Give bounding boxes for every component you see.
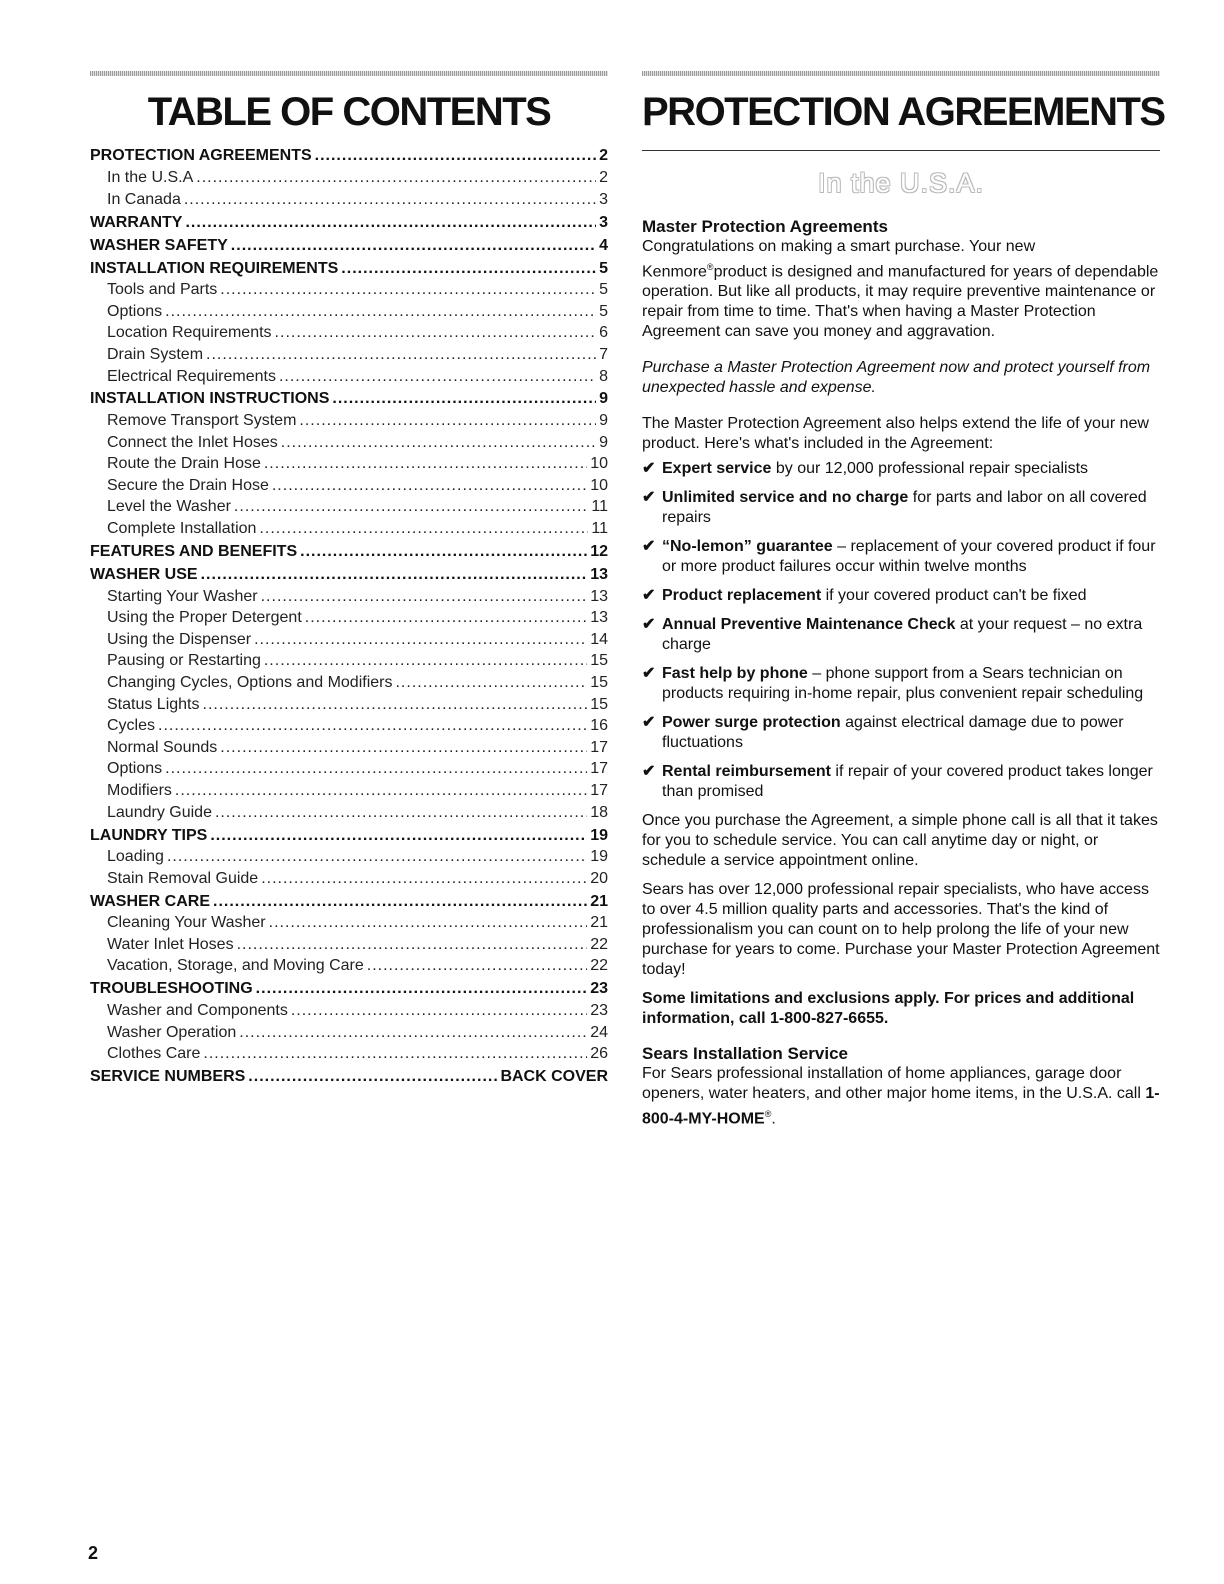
toc-entry	[90, 167, 608, 189]
benefit-title: Unlimited service and no charge	[662, 489, 909, 507]
right-top-rule	[642, 71, 1160, 76]
toc-entry-page: 3	[599, 190, 608, 208]
toc-dot-leader	[264, 453, 587, 475]
toc-entry-label: Washer and Components	[107, 1002, 288, 1020]
intro-text-b: product is designed and manufactured for years of dependable operation. But like all products, it may require preventive maintenance or repair from time to time. That's when having a Master Protection Agreement can save you money and aggravation.	[642, 263, 1159, 341]
toc-entry-page: 11	[591, 520, 608, 538]
toc-entry-label: Clothes Care	[107, 1045, 201, 1063]
toc-entry	[90, 629, 608, 651]
checkmark-icon: ✔	[642, 538, 656, 556]
toc-entry	[90, 189, 608, 211]
checkmark-icon: ✔	[642, 714, 656, 732]
toc-entry-label: Pausing or Restarting	[107, 652, 261, 670]
toc-dot-leader	[272, 475, 587, 497]
toc-entry	[90, 737, 608, 759]
italic-note: Purchase a Master Protection Agreement now and protect yourself from unexpected hassle and expense.	[642, 359, 1151, 397]
toc-entry	[90, 846, 608, 868]
toc-entry-label: Laundry Guide	[107, 803, 212, 821]
toc-entry-page: 4	[599, 236, 608, 254]
toc-entry-label: Remove Transport System	[107, 412, 297, 430]
installation-paragraph	[642, 1064, 1160, 1129]
toc-entry-page: 6	[599, 324, 608, 342]
left-top-rule	[90, 71, 608, 76]
toc-entry-label: Options	[107, 760, 163, 778]
toc-dot-leader	[254, 629, 587, 651]
region-subtitle: In the U.S.A.	[817, 168, 985, 198]
toc-dot-leader	[279, 366, 596, 388]
toc-entry-label: Cleaning Your Washer	[107, 914, 266, 932]
toc-entry	[90, 453, 608, 475]
toc-entry	[90, 802, 608, 824]
toc-entry-label: Washer Operation	[107, 1023, 237, 1041]
toc-dot-leader	[234, 496, 588, 518]
benefit-text: against electrical damage due to power fluctuations	[662, 714, 1124, 752]
benefit-item	[642, 459, 1160, 479]
page-number: 2	[88, 1543, 99, 1563]
toc-dot-leader	[184, 189, 596, 211]
toc-dot-leader	[213, 891, 587, 913]
toc-entry-page: 22	[590, 935, 608, 953]
toc-entry-page: 21	[590, 914, 608, 932]
toc-entry-page: BACK COVER	[500, 1068, 608, 1086]
once-paragraph: Once you purchase the Agreement, a simple phone call is all that it takes for you to schedule service. You can call anytime day or night, or schedule a service appointment online.	[642, 812, 1158, 870]
toc-dot-leader	[167, 846, 587, 868]
toc-entry-page: 11	[591, 498, 608, 516]
toc-entry-label: Cycles	[107, 717, 156, 735]
toc-entry	[90, 758, 608, 780]
toc-entry	[90, 825, 608, 847]
toc-entry-label: TROUBLESHOOTING	[90, 980, 253, 998]
toc-entry-page: 17	[590, 760, 608, 778]
toc-entry-page: 15	[590, 652, 608, 670]
toc-entry-page: 19	[590, 848, 608, 866]
protection-title: PROTECTION AGREEMENTS	[642, 90, 1165, 134]
sears-paragraph: Sears has over 12,000 professional repair specialists, who have access to over 4.5 million quality parts and accessories. That's the kind of professionalism you can count on to help prolong the life of your new purchase for years to come. Purchase your Master Protection Agreement today!	[642, 881, 1160, 979]
toc-entry-page: 15	[590, 673, 608, 691]
toc-entry-label: PROTECTION AGREEMENTS	[90, 147, 312, 165]
toc-entry	[90, 475, 608, 497]
toc-dot-leader	[300, 541, 587, 563]
toc-entry-page: 5	[599, 302, 608, 320]
benefit-text: – replacement of your covered product if four or more product failures occur within twelve months	[662, 538, 1156, 576]
toc-entry	[90, 366, 608, 388]
toc-dot-leader	[367, 955, 587, 977]
checkmark-icon: ✔	[642, 665, 656, 683]
benefit-text: at your request – no extra charge	[662, 616, 1143, 654]
toc-entry-page: 20	[590, 869, 608, 887]
master-protection-heading: Master Protection Agreements	[642, 217, 888, 236]
toc-entry-label: WASHER SAFETY	[90, 236, 228, 254]
benefit-title: Fast help by phone	[662, 665, 808, 683]
toc-entry-page: 9	[599, 390, 608, 408]
toc-entry-label: WASHER CARE	[90, 892, 211, 910]
toc-entry-label: FEATURES AND BENEFITS	[90, 543, 298, 561]
toc-title: TABLE OF CONTENTS	[147, 90, 551, 134]
toc-dot-leader	[264, 650, 587, 672]
toc-entry-page: 13	[590, 566, 608, 584]
registered-mark: ®	[706, 262, 714, 272]
installation-registered-mark: ®	[764, 1109, 772, 1120]
toc-entry-label: Stain Removal Guide	[107, 869, 259, 887]
checkmark-icon: ✔	[642, 587, 656, 605]
toc-entry	[90, 344, 608, 366]
toc-entry-page: 8	[599, 367, 608, 385]
toc-dot-leader	[203, 694, 588, 716]
toc-entry	[90, 279, 608, 301]
toc-dot-leader	[203, 1043, 587, 1065]
included-intro: The Master Protection Agreement also helps extend the life of your new product. Here's what's included in the Agreement:	[642, 415, 1149, 453]
benefit-title: Annual Preventive Maintenance Check	[662, 616, 956, 634]
benefit-item	[642, 537, 1160, 577]
toc-entry-page: 18	[590, 803, 608, 821]
toc-entry	[90, 650, 608, 672]
toc-entry-page: 26	[590, 1045, 608, 1063]
toc-entry-label: Level the Washer	[107, 498, 231, 516]
limitations-notice: Some limitations and exclusions apply. For prices and additional information, call 1-800-827-6655.	[642, 990, 1135, 1028]
toc-entry-label: Secure the Drain Hose	[107, 476, 269, 494]
toc-entry	[90, 586, 608, 608]
toc-entry-page: 9	[599, 433, 608, 451]
toc-entry-page: 2	[599, 147, 608, 165]
toc-entry-page: 3	[599, 213, 608, 231]
toc-dot-leader	[220, 737, 587, 759]
toc-entry	[90, 868, 608, 890]
toc-dot-leader	[158, 715, 587, 737]
toc-entry-label: Starting Your Washer	[107, 587, 258, 605]
toc-dot-leader	[275, 322, 597, 344]
toc-dot-leader	[201, 564, 588, 586]
toc-entry	[90, 715, 608, 737]
toc-entry-page: 13	[590, 609, 608, 627]
toc-dot-leader	[341, 258, 596, 280]
toc-entry	[90, 432, 608, 454]
toc-entry	[90, 496, 608, 518]
toc-entry-label: Status Lights	[107, 695, 200, 713]
toc-entry-label: Using the Proper Detergent	[107, 609, 302, 627]
toc-entry-page: 13	[590, 587, 608, 605]
toc-entry-page: 17	[590, 738, 608, 756]
intro-text-a: Congratulations on making a smart purchase. Your new Kenmore	[642, 238, 1036, 281]
toc-entry-label: Normal Sounds	[107, 738, 218, 756]
toc-entry-label: Electrical Requirements	[107, 367, 276, 385]
toc-entry	[90, 541, 608, 563]
toc-entry-page: 19	[590, 826, 608, 844]
benefit-text: if your covered product can't be fixed	[821, 587, 1087, 605]
toc-dot-leader	[395, 672, 587, 694]
toc-entry-page: 9	[599, 412, 608, 430]
toc-dot-leader	[291, 1000, 587, 1022]
toc-entry	[90, 322, 608, 344]
benefit-item	[642, 664, 1160, 704]
toc-entry	[90, 672, 608, 694]
toc-entry	[90, 780, 608, 802]
toc-entry-page: 12	[590, 543, 608, 561]
benefit-title: Rental reimbursement	[662, 763, 831, 781]
toc-entry	[90, 1066, 608, 1088]
toc-entry	[90, 955, 608, 977]
toc-entry-page: 23	[590, 980, 608, 998]
toc-dot-leader	[315, 145, 596, 167]
toc-entry-label: Modifiers	[107, 781, 172, 799]
toc-entry	[90, 410, 608, 432]
toc-entry-page: 17	[590, 781, 608, 799]
toc-entry-page: 7	[599, 345, 608, 363]
toc-entry	[90, 1043, 608, 1065]
installation-service-heading: Sears Installation Service	[642, 1044, 848, 1064]
checkmark-icon: ✔	[642, 616, 656, 634]
toc-entry	[90, 301, 608, 323]
toc-dot-leader	[332, 388, 596, 410]
toc-dot-leader	[175, 780, 587, 802]
toc-entry	[90, 978, 608, 1000]
checkmark-icon: ✔	[642, 763, 656, 781]
toc-dot-leader	[305, 607, 587, 629]
intro-paragraph	[642, 237, 1160, 342]
benefit-item	[642, 615, 1160, 655]
toc-dot-leader	[220, 279, 596, 301]
benefit-title: Product replacement	[662, 587, 822, 605]
toc-entry	[90, 912, 608, 934]
toc-entry	[90, 891, 608, 913]
toc-entry-page: 14	[590, 630, 608, 648]
toc-dot-leader	[239, 1022, 587, 1044]
toc-entry-label: Vacation, Storage, and Moving Care	[107, 957, 364, 975]
toc-dot-leader	[261, 868, 587, 890]
toc-entry	[90, 258, 608, 280]
toc-entry-label: WASHER USE	[90, 566, 198, 584]
toc-dot-leader	[215, 802, 587, 824]
toc-entry	[90, 607, 608, 629]
toc-entry-label: Complete Installation	[107, 520, 257, 538]
toc-entry-page: 5	[599, 281, 608, 299]
toc-entry-label: Tools and Parts	[107, 281, 218, 299]
toc-entry-label: In the U.S.A	[107, 168, 194, 186]
protection-content	[642, 216, 1160, 1139]
toc-dot-leader	[231, 235, 596, 257]
toc-list	[90, 144, 608, 1088]
benefit-text: by our 12,000 professional repair specialists	[771, 460, 1089, 478]
installation-end: .	[771, 1110, 776, 1128]
toc-entry	[90, 145, 608, 167]
toc-entry-label: INSTALLATION INSTRUCTIONS	[90, 390, 330, 408]
toc-entry	[90, 564, 608, 586]
toc-entry-label: Changing Cycles, Options and Modifiers	[107, 673, 393, 691]
toc-entry-page: 23	[590, 1002, 608, 1020]
title-divider	[642, 150, 1160, 151]
toc-dot-leader	[165, 301, 596, 323]
toc-dot-leader	[256, 978, 588, 1000]
toc-entry-label: Using the Dispenser	[107, 630, 252, 648]
benefit-item	[642, 586, 1160, 606]
toc-dot-leader	[206, 344, 596, 366]
toc-entry-page: 16	[590, 717, 608, 735]
toc-dot-leader	[299, 410, 596, 432]
toc-entry-page: 5	[599, 259, 608, 277]
toc-entry	[90, 235, 608, 257]
checkmark-icon: ✔	[642, 460, 656, 478]
benefit-text: for parts and labor on all covered repairs	[662, 489, 1147, 527]
toc-dot-leader	[259, 518, 588, 540]
toc-dot-leader	[269, 912, 588, 934]
benefit-item	[642, 713, 1160, 753]
toc-entry-page: 2	[599, 168, 608, 186]
toc-entry	[90, 1000, 608, 1022]
toc-dot-leader	[248, 1066, 497, 1088]
toc-entry	[90, 518, 608, 540]
toc-entry-label: Route the Drain Hose	[107, 455, 261, 473]
benefit-list	[642, 459, 1160, 802]
toc-dot-leader	[185, 212, 596, 234]
toc-entry-label: LAUNDRY TIPS	[90, 826, 208, 844]
toc-entry-label: Location Requirements	[107, 324, 272, 342]
toc-dot-leader	[237, 934, 588, 956]
toc-entry-page: 10	[590, 455, 608, 473]
installation-phone: 1-800-4-MY-HOME	[642, 1085, 1160, 1128]
benefit-text: – phone support from a Sears technician on products requiring in-home repair, plus convenient repair scheduling	[662, 665, 1144, 703]
toc-entry-page: 21	[590, 892, 608, 910]
toc-dot-leader	[261, 586, 588, 608]
benefit-title: Power surge protection	[662, 714, 841, 732]
toc-entry-label: Options	[107, 302, 163, 320]
toc-entry-page: 22	[590, 957, 608, 975]
toc-entry-label: INSTALLATION REQUIREMENTS	[90, 259, 339, 277]
toc-dot-leader	[210, 825, 587, 847]
toc-dot-leader	[165, 758, 587, 780]
benefit-item	[642, 762, 1160, 802]
benefit-title: Expert service	[662, 460, 772, 478]
benefit-title: “No-lemon” guarantee	[662, 538, 833, 556]
toc-entry	[90, 212, 608, 234]
checkmark-icon: ✔	[642, 489, 656, 507]
toc-entry-label: SERVICE NUMBERS	[90, 1068, 246, 1086]
toc-entry	[90, 694, 608, 716]
toc-entry	[90, 388, 608, 410]
toc-entry-label: In Canada	[107, 190, 181, 208]
installation-text: For Sears professional installation of home appliances, garage door openers, water heaters, and other major home items, in the U.S.A. call	[642, 1065, 1146, 1103]
toc-entry-page: 15	[590, 695, 608, 713]
benefit-item	[642, 488, 1160, 528]
toc-dot-leader	[281, 432, 596, 454]
toc-entry-label: Connect the Inlet Hoses	[107, 433, 278, 451]
toc-entry	[90, 934, 608, 956]
toc-dot-leader	[196, 167, 596, 189]
toc-entry-page: 10	[590, 476, 608, 494]
toc-entry-label: WARRANTY	[90, 213, 183, 231]
toc-entry-label: Loading	[107, 848, 164, 866]
toc-entry-page: 24	[590, 1023, 608, 1041]
toc-entry-label: Water Inlet Hoses	[107, 935, 234, 953]
toc-entry-label: Drain System	[107, 345, 204, 363]
toc-entry	[90, 1022, 608, 1044]
benefit-text: if repair of your covered product takes longer than promised	[662, 763, 1153, 801]
